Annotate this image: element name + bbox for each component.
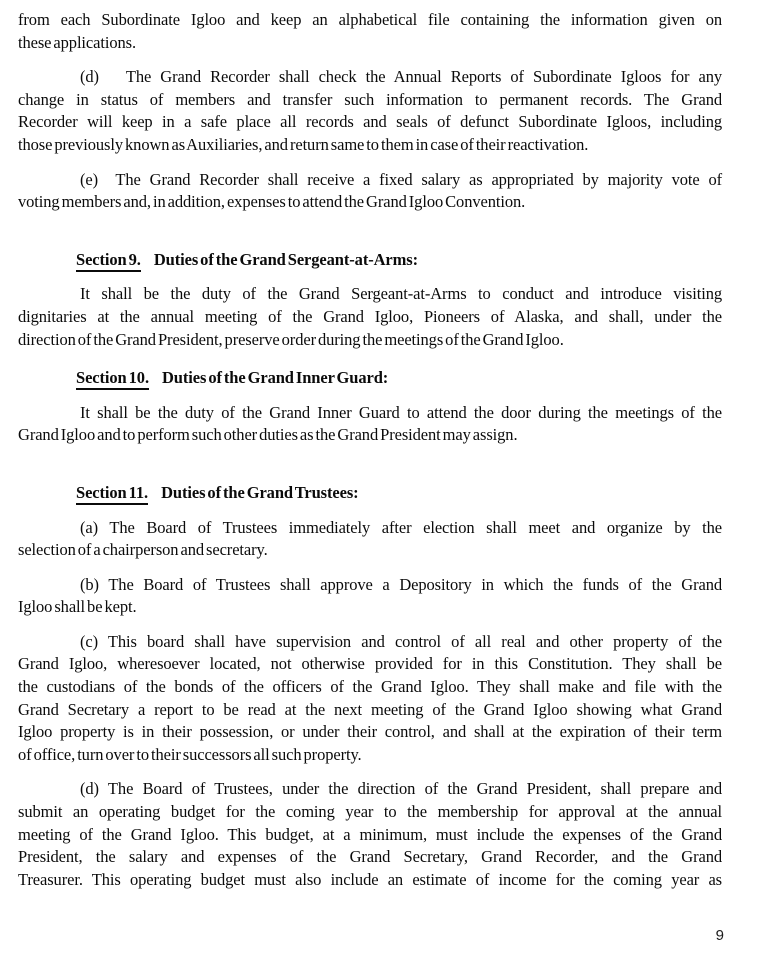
section-heading [18,482,722,505]
paragraph [18,169,722,214]
section-number: Section 9. [76,250,141,272]
text-line: the custodians of the bonds of the officers of the Grand Igloo. They shall make and file with the [18,677,722,697]
text-line: dignitaries at the annual meeting of the Grand Igloo, Pioneers of Alaska, and shall, under the [18,306,722,326]
text-line: (c) This board shall have supervision and control of all real and other property of the [80,631,722,651]
text-line: (d) The Grand Recorder shall check the Annual Reports of Subordinate Igloos for any [80,67,722,87]
paragraph [18,283,722,351]
text-line: (b) The Board of Trustees shall approve a Depository in which the funds of the Grand [80,574,722,594]
text-line: voting members and, in addition, expenses to attend the Grand Igloo Convention. [18,192,526,212]
paragraph [18,517,722,562]
paragraph [18,9,722,54]
paragraph [18,778,722,891]
document-body [18,9,722,891]
text-line: Grand Secretary a report to be read at the next meeting of the Grand Igloo showing what Grand [18,699,722,719]
text-line: those previously known as Auxiliaries, and return same to them in case of their reactivation. [18,134,589,154]
section-title: Duties of the Grand Trustees: [161,482,359,502]
text-line: meeting of the Grand Igloo. This budget, at a minimum, must include the expenses of the Grand [18,824,722,844]
section-heading [18,367,722,390]
section-number: Section 11. [76,483,148,505]
text-line: It shall be the duty of the Grand Inner Guard to attend the door during the meetings of the [80,402,722,422]
text-line: Igloo shall be kept. [18,597,137,617]
paragraph [18,402,722,447]
text-line: (e) The Grand Recorder shall receive a fixed salary as appropriated by majority vote of [80,169,722,189]
text-line: direction of the Grand President, preserve order during the meetings of the Grand Igloo. [18,329,564,349]
text-line: (a) The Board of Trustees immediately after election shall meet and organize by the [80,517,722,537]
paragraph [18,574,722,619]
text-line: submit an operating budget for the coming year to the membership for approval at the annual [18,802,722,822]
paragraph [18,631,722,767]
text-line: Grand Igloo, wheresoever located, not otherwise provided for in this Constitution. They shall be [18,654,722,674]
text-line: It shall be the duty of the Grand Sergeant-at-Arms to conduct and introduce visiting [80,284,722,304]
text-line: Grand Igloo and to perform such other duties as the Grand President may assign. [18,425,518,445]
text-line: of office, turn over to their successors all such property. [18,744,362,764]
section-heading [18,249,722,272]
text-line: these applications. [18,32,136,52]
paragraph [18,66,722,156]
text-line: (d) The Board of Trustees, under the direction of the Grand President, shall prepare and [80,779,722,799]
text-line: Recorder will keep in a safe place all records and seals of defunct Subordinate Igloos, including [18,112,722,132]
text-line: selection of a chairperson and secretary. [18,540,268,560]
section-number: Section 10. [76,368,149,390]
text-line: from each Subordinate Igloo and keep an alphabetical file containing the information given on [18,10,722,29]
section-title: Duties of the Grand Inner Guard: [161,368,389,388]
page-number: 9 [715,927,724,944]
text-line: Treasurer. This operating budget must also include an estimate of income for the coming year as [18,869,722,889]
section-title: Duties of the Grand Sergeant-at-Arms: [153,249,419,269]
text-line: change in status of members and transfer such information to permanent records. The Grand [18,89,722,109]
text-line: President, the salary and expenses of the Grand Secretary, Grand Recorder, and the Grand [18,847,722,867]
text-line: Igloo property is in their possession, or under their control, and shall at the expiration of their term [18,722,722,742]
